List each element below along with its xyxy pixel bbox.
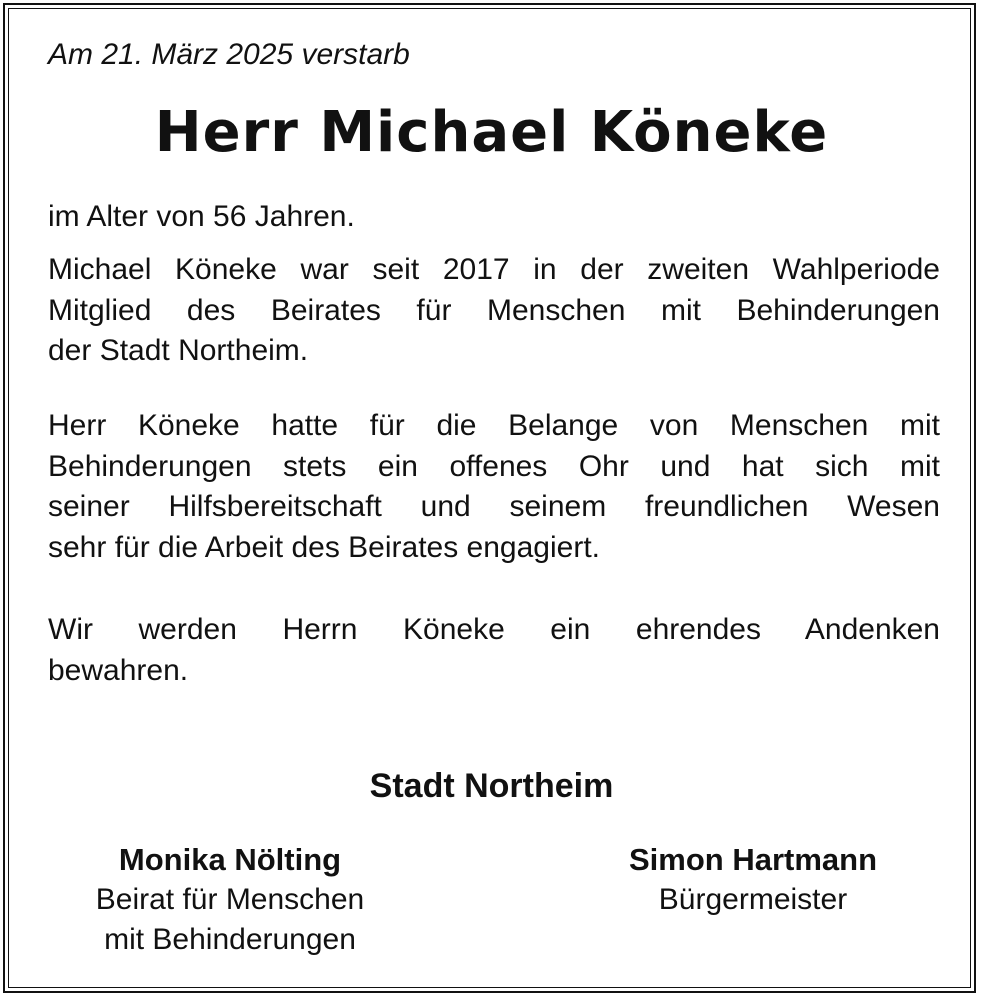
paragraph-line: sehr für die Arbeit des Beirates engagiert. [48,530,600,564]
paragraph-line: Wir werden Herrn Köneke ein ehrendes Andenken [48,613,940,646]
signatory-role: Bürgermeister [658,883,848,916]
signatory-role: Beirat für Menschen [95,883,365,916]
paragraph-line: seiner Hilfsbereitschaft und seinem freundlichen Wesen [48,490,940,523]
paragraph-line: bewahren. [48,653,189,687]
intro-line: Am 21. März 2025 verstarb [48,38,410,71]
signatory-right [583,840,923,920]
paragraph-line: Behinderungen stets ein offenes Ohr und hat sich mit [48,449,940,483]
paragraph-tribute [48,406,940,568]
paragraph-line: Michael Köneke war seit 2017 in der zweiten Wahlperiode [48,253,940,286]
paragraph-line: Mitglied des Beirates für Menschen mit Behinderungen [48,293,940,327]
signatory-role: mit Behinderungen [104,923,356,956]
age-line: im Alter von 56 Jahren. [48,200,355,233]
deceased-name: Herr Michael Köneke [154,100,829,165]
paragraph-line: Herr Köneke hatte für die Belange von Menschen mit [48,409,940,442]
paragraph-remembrance [48,610,940,691]
organization-name: Stadt Northeim [369,767,614,805]
paragraph-line: der Stadt Northeim. [48,334,309,367]
paragraph-membership [48,250,940,372]
signatory-name: Monika Nölting [118,842,342,877]
signatory-left [60,840,400,960]
signatory-name: Simon Hartmann [628,842,878,877]
